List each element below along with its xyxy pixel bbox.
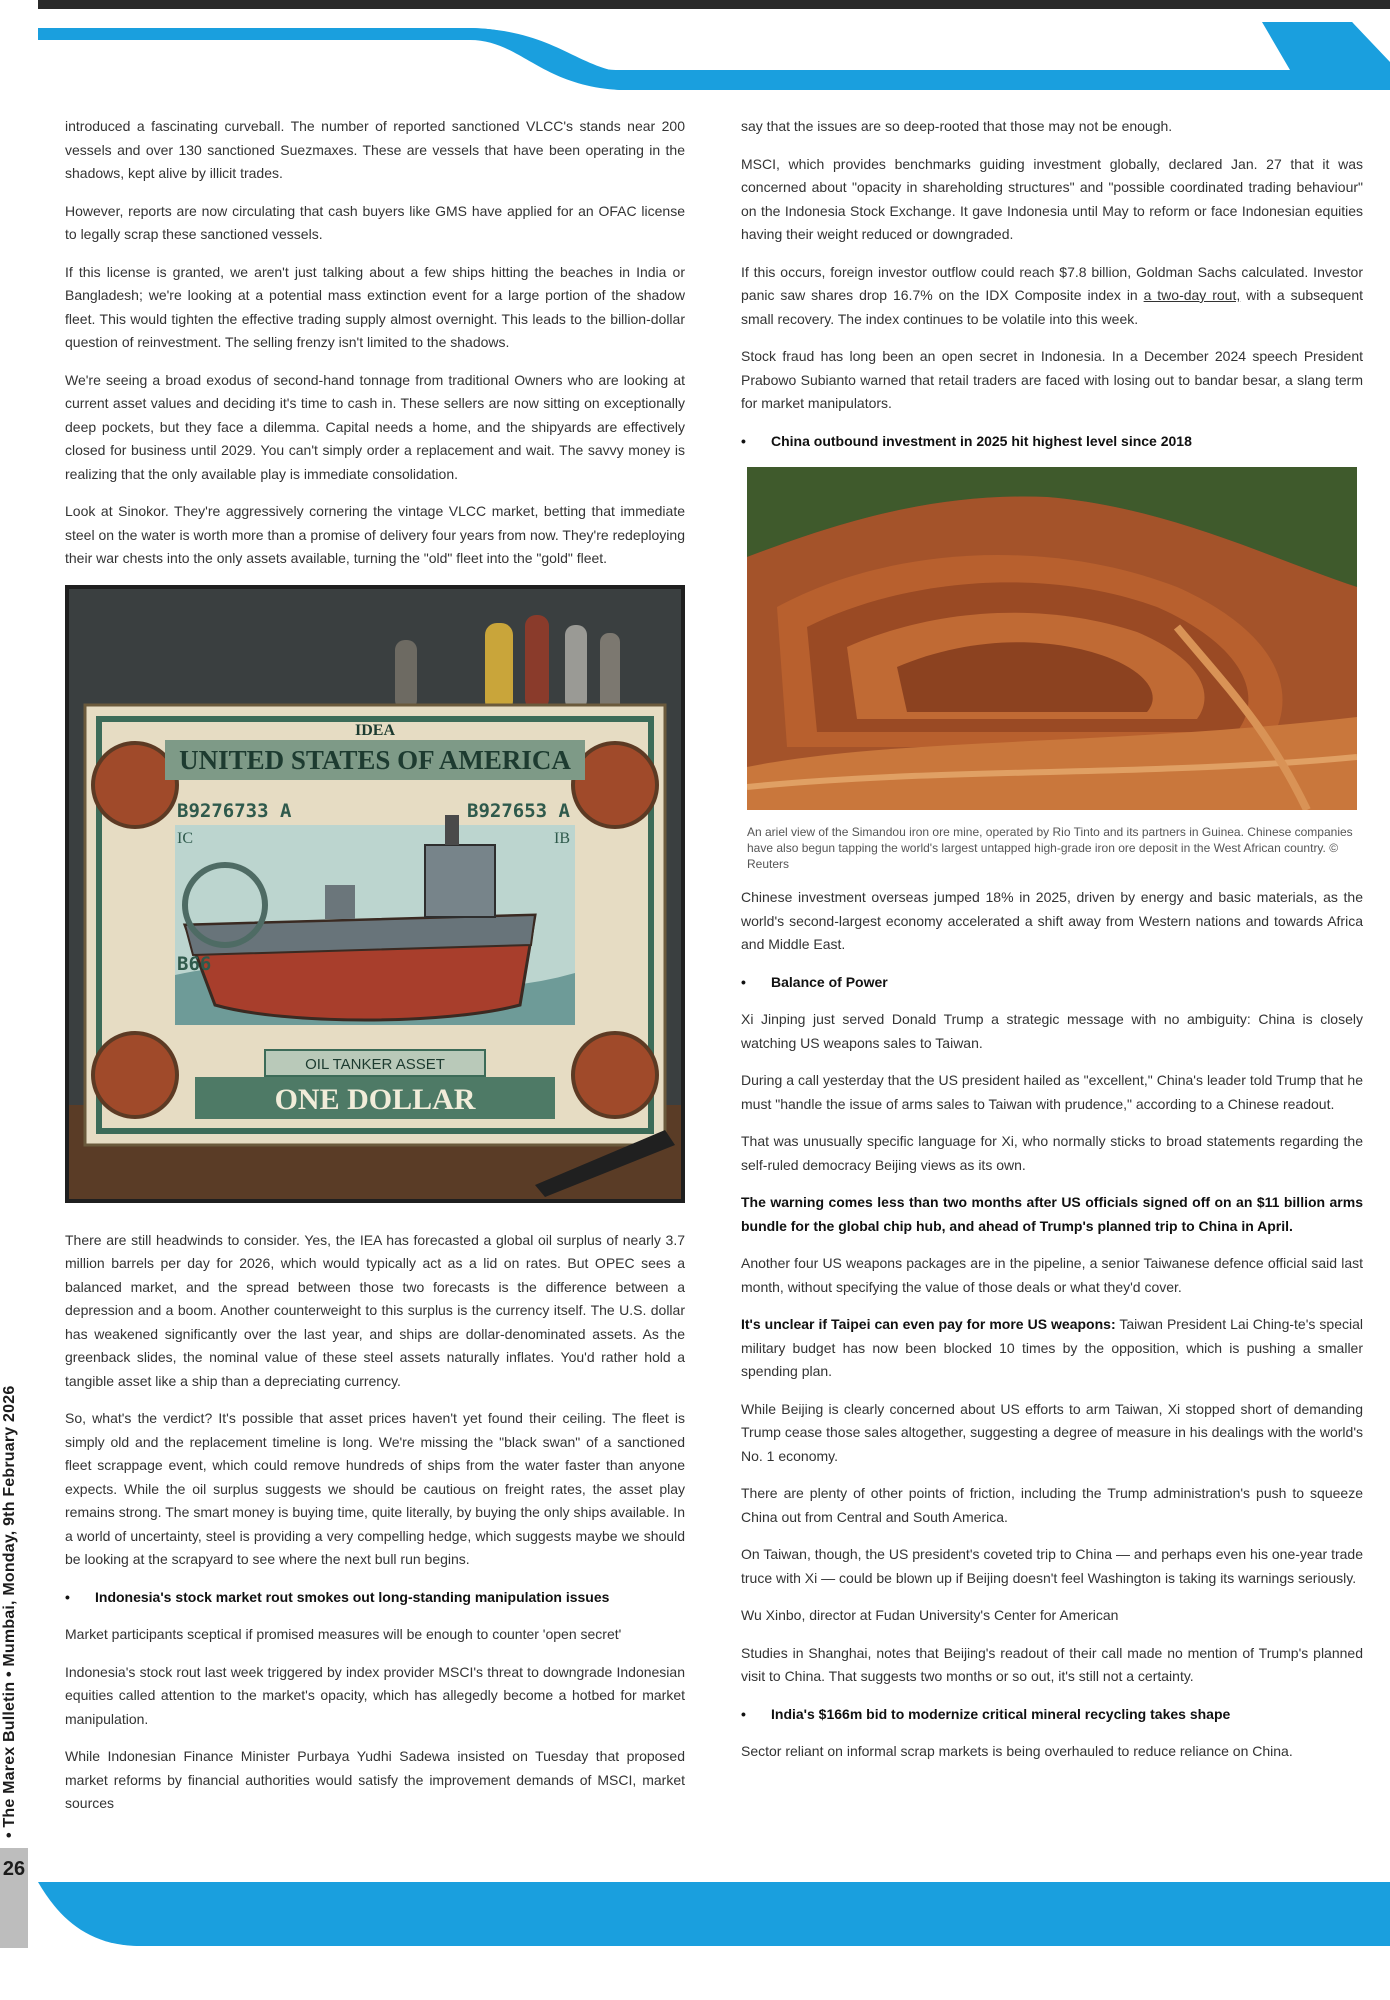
paragraph: While Indonesian Finance Minister Purbaya Yudhi Sadewa insisted on Tuesday that proposed market reforms by financial authorities would satisfy the improvement demands of MSCI, market sources — [65, 1748, 685, 1811]
paragraph: On Taiwan, though, the US president's coveted trip to China — and perhaps even his one-year trade truce with Xi — could be blown up if Beijing doesn't feel Washington is taking its warnings seriously. — [741, 1546, 1363, 1586]
bullet-dot: • — [741, 973, 746, 990]
top-dark-bar — [38, 0, 1390, 9]
heading-text: Balance of Power — [771, 973, 888, 990]
bullet-dot: • — [741, 432, 746, 449]
section-heading — [741, 971, 1363, 995]
paragraph: While Beijing is clearly concerned about US efforts to arm Taiwan, Xi stopped short of demanding Trump cease those sales altogether, suggesting a degree of measure in his dealings with the world's No. 1 economy. — [741, 1400, 1363, 1464]
banknote-serial-right: B927653 A — [467, 799, 570, 822]
section-heading — [741, 1703, 1363, 1727]
paragraph: We're seeing a broad exodus of second-hand tonnage from traditional Owners who are looking at current asset values and deciding it's time to cash in. These sellers are now sitting on exceptionally deep pockets, but they face a dilemma. Capital needs a home, and the shipyards are effectively closed for business until 2029. You can't simply order a replacement and wait. The savvy money is realizing that the only available play is immediate consolidation. — [65, 371, 685, 482]
heading-text: China outbound investment in 2025 hit highest level since 2018 — [771, 432, 1192, 449]
section-heading — [65, 1586, 685, 1610]
paragraph: If this license is granted, we aren't just talking about a few ships hitting the beaches in India or Bangladesh; we're looking at a potential mass extinction event for a large portion of the shadow fleet. This would tighten the effective trading supply almost overnight. This leads to the billion-dollar question of reinvestment. The selling frenzy isn't limited to the shadows. — [65, 263, 685, 350]
header-blue-swoosh — [0, 22, 1390, 92]
text-run: If this occurs, foreign investor outflow could reach $7.8 billion, Goldman Sachs calculated. Investor panic saw shares drop 16.7% on the IDX Composite index in — [741, 263, 1363, 303]
paragraph: Another four US weapons packages are in the pipeline, a senior Taiwanese defence official said last month, without specifying the value of those deals or what they'd cover. — [741, 1255, 1363, 1295]
paragraph: Stock fraud has long been an open secret in Indonesia. In a December 2024 speech President Prabowo Subianto warned that retail traders are faced with losing out to bandar besar, a slang term for market manipulators. — [741, 348, 1363, 411]
paragraph: During a call yesterday that the US president hailed as "excellent," China's leader told Trump that he must "handle the issue of arms sales to Taiwan with prudence," according to a Chinese readout. — [741, 1072, 1363, 1112]
banknote-banner: OIL TANKER ASSET — [305, 1055, 445, 1073]
photo-caption: An ariel view of the Simandou iron ore mine, operated by Rio Tinto and its partners in Guinea. Chinese companies have also begun tapping the world's largest untapped high-grade iron ore deposit in the West African country. © Reuters — [747, 825, 1353, 871]
paragraph: There are still headwinds to consider. Yes, the IEA has forecasted a global oil surplus of nearly 3.7 million barrels per day for 2026, which would typically act as a lid on rates. But OPEC sees a balanced market, and the spread between those two forecasts is the difference between a depression and a boom. Another counterweight to this surplus is the currency itself. The U.S. dollar has weakened significantly over the last year, and ships are dollar-denominated assets. As the greenback slides, the nominal value of these steel assets naturally inflates. You'd rather hold a tangible asset like a ship than a depreciating currency. — [65, 1231, 685, 1389]
bold-paragraph: The warning comes less than two months after US officials signed off on an $11 billion arms bundle for the global chip hub, and ahead of Trump's planned trip to China in April. — [741, 1194, 1363, 1234]
paragraph: introduced a fascinating curveball. The number of reported sanctioned VLCC's stands near 200 vessels and over 130 sanctioned Suezmaxes. These are vessels that have been operating in the shadows, kept alive by illicit trades. — [65, 118, 685, 181]
paragraph: Look at Sinokor. They're aggressively cornering the vintage VLCC market, betting that immediate steel on the water is worth more than a promise of delivery four years from now. They're redeploying their war chests into the only assets available, turning the "old" fleet into the "gold" fleet. — [65, 503, 685, 566]
paragraph: MSCI, which provides benchmarks guiding investment globally, declared Jan. 27 that it was concerned about "opacity in shareholding structures" and "possible coordinated trading behaviour" on the Indonesia Stock Exchange. It gave Indonesia until May to reform or face Indonesian equities having their weight reduced or downgraded. — [741, 155, 1363, 242]
page-number: 26 — [2, 1858, 26, 1880]
text-run: Taiwan President Lai Ching-te's special military budget has now been blocked 10 times by the opposition, which is pushing a smaller spending plan. — [741, 1316, 1363, 1379]
heading-text: India's $166m bid to modernize critical mineral recycling takes shape — [771, 1705, 1231, 1722]
paragraph — [741, 1313, 1363, 1384]
text-run: with a subsequent small recovery. The index continues to be volatile into this week. — [741, 287, 1363, 327]
mine-aerial-photo — [747, 467, 1357, 810]
paragraph: say that the issues are so deep-rooted that those may not be enough. — [741, 118, 1173, 134]
paragraph: Studies in Shanghai, notes that Beijing's readout of their call made no mention of Trump's planned visit to China. That suggests two months or so out, it's still not a certainty. — [741, 1644, 1363, 1684]
banknote-top-text: IDEA — [354, 721, 396, 739]
bullet-dot: • — [65, 1588, 70, 1605]
banknote-partial-serial: B66 — [177, 952, 212, 975]
inline-link[interactable]: a two-day rout, — [1143, 287, 1241, 303]
paragraph: Wu Xinbo, director at Fudan University's Center for American — [741, 1607, 1119, 1623]
bold-lead: It's unclear if Taipei can even pay for more US weapons: — [741, 1316, 1116, 1332]
banknote-country-text: UNITED STATES OF AMERICA — [179, 744, 571, 775]
paragraph: However, reports are now circulating that cash buyers like GMS have applied for an OFAC license to legally scrap these sanctioned vessels. — [65, 202, 685, 242]
right-column — [741, 115, 1363, 1778]
paragraph: Sector reliant on informal scrap markets is being overhauled to reduce reliance on China. — [741, 1743, 1293, 1759]
paragraph — [741, 261, 1363, 332]
subheading: Market participants sceptical if promised measures will be enough to counter 'open secret' — [65, 1626, 622, 1642]
bullet-dot: • — [741, 1705, 746, 1722]
tanker-banknote-illustration — [65, 585, 685, 1203]
banknote-denomination: ONE DOLLAR — [274, 1082, 476, 1116]
section-heading — [741, 430, 1363, 454]
heading-text: Indonesia's stock market rout smokes out long-standing manipulation issues — [95, 1588, 610, 1605]
paragraph: So, what's the verdict? It's possible that asset prices haven't yet found their ceiling. The fleet is simply old and the replacement timeline is long. We're missing the "black swan" of a sanctioned fleet scrappage event, which could remove hundreds of ships from the water faster than anyone expects. While the oil surplus suggests we should be cautious on freight rates, the asset play remains strong. The smart money is buying time, quite literally, by buying the only ships available. In a world of uncertainty, steel is providing a very compelling hedge, which suggests maybe we should be looking at the scrapyard to see where the next bull run begins. — [65, 1410, 685, 1567]
paragraph: Chinese investment overseas jumped 18% in 2025, driven by energy and basic materials, as the world's second-largest economy accelerated a shift away from Western nations and towards Africa and Middle East. — [741, 889, 1363, 952]
paragraph: Indonesia's stock rout last week triggered by index provider MSCI's threat to downgrade Indonesian equities called attention to the market's opacity, which has allegedly become a hotbed for market manipulation. — [65, 1663, 685, 1727]
paragraph: There are plenty of other points of friction, including the Trump administration's push to squeeze China out from Central and South America. — [741, 1485, 1363, 1525]
footer-blue-swoosh — [0, 1880, 1390, 1950]
left-column — [65, 115, 685, 1830]
paragraph: That was unusually specific language for Xi, who normally sticks to broad statements regarding the self-ruled democracy Beijing views as its own. — [741, 1133, 1363, 1173]
banknote-code-left: IC — [177, 829, 193, 847]
paragraph: Xi Jinping just served Donald Trump a strategic message with no ambiguity: China is closely watching US weapons sales to Taiwan. — [741, 1011, 1363, 1051]
banknote-code-right: IB — [554, 829, 570, 847]
running-head: • The Marex Bulletin • Mumbai, Monday, 9th February 2026 — [1, 1385, 18, 1838]
banknote-serial-left: B9276733 A — [177, 799, 292, 822]
